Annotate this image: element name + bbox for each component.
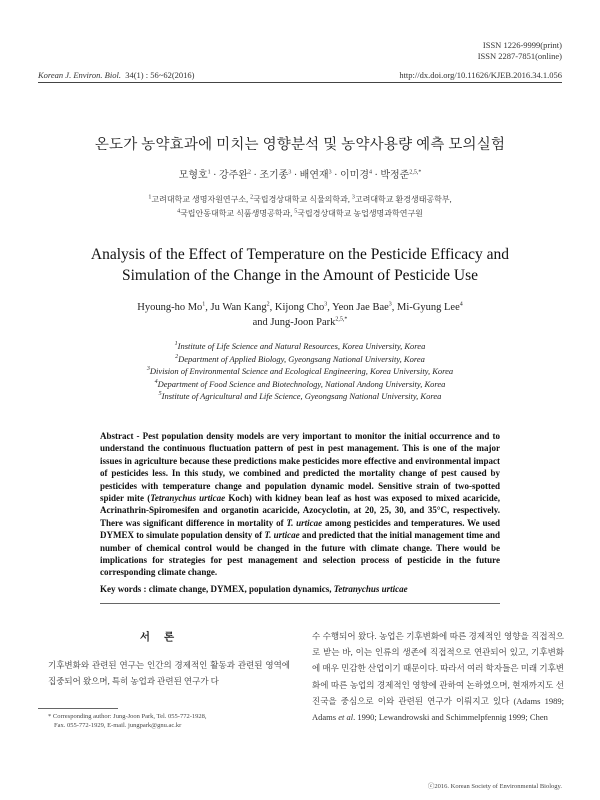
author-name: 강주완 xyxy=(219,170,248,181)
keywords-species: Tetranychus urticae xyxy=(333,584,408,594)
author-name: Yeon Jae Bae xyxy=(332,302,389,313)
authors-english xyxy=(0,300,600,330)
author-affiliation-mark: 3 xyxy=(388,301,392,308)
copyright-notice: ⓒ2016. Korean Society of Environmental Biology. xyxy=(427,783,562,790)
title-english-line2: Simulation of the Change in the Amount of Pesticide Use xyxy=(121,267,479,284)
authors-english-line1: Hyoung-ho Mo$^1$, Ju Wan Kang$^2$, Kijong Cho$^3$, Yeon Jae Bae$^3$, Mi-Gyung Lee$^4$ xyxy=(137,301,463,313)
footnote-line2: Fax. 055-772-1929, E-mail. jungpark@gnu.ac.kr xyxy=(54,722,182,729)
abstract-text-3: among pesticides and temperatures. We used DYMEX to simulate population density of xyxy=(100,517,501,541)
affiliation-text: Institute of Agricultural and Life Science, Gyeongsang National University, Korea xyxy=(161,391,442,401)
doi-link[interactable]: http://dx.doi.org/10.11626/KJEB.2016.34.1.056 xyxy=(399,70,562,80)
affiliation-mark: 5 xyxy=(294,208,298,215)
author-affiliation-mark: 3 xyxy=(328,169,332,176)
affiliation-mark: 5 xyxy=(158,391,162,398)
affiliation-line xyxy=(0,365,600,378)
abstract xyxy=(100,430,500,579)
issn-block xyxy=(478,40,562,62)
corresponding-author-footnote xyxy=(48,712,290,730)
species-name: T. urticae xyxy=(286,517,323,528)
author-name: Mi-Gyung Lee xyxy=(397,302,460,313)
affiliation-text: 고려대학교 생명자원연구소, xyxy=(151,195,251,204)
authors-korean: 모형호$^1$ · 강주완$^2$ · 조기종$^3$ · 배연재$^3$ · 이미경$^4$ · 박정준$^{2,5,*}$ xyxy=(178,169,422,181)
author-affiliation-mark: 4 xyxy=(368,169,372,176)
right-col-text-2: . 1990; Lewandrowski and Schimmelpfennig 1999; Chen xyxy=(353,712,548,723)
species-name: Tetranychus urticae xyxy=(150,493,226,504)
running-header xyxy=(38,70,562,80)
affiliation-mark: 3 xyxy=(351,194,355,201)
author-name: 이미경 xyxy=(340,170,369,181)
affiliation-mark: 3 xyxy=(146,366,150,373)
affiliations-english xyxy=(0,340,600,403)
affiliation-text: 국립경상대학교 농업생명과학연구원 xyxy=(297,209,423,218)
footnote-line1: * Corresponding author: Jung-Joon Park, Tel. 055-772-1928, xyxy=(48,713,207,720)
author-affiliation-mark: 4 xyxy=(459,301,463,308)
affiliation-text: Department of Food Science and Biotechnology, National Andong University, Korea xyxy=(157,378,446,389)
author-affiliation-mark: 3 xyxy=(324,301,328,308)
journal-name: Korean J. Environ. Biol. xyxy=(38,70,121,80)
title-korean: 온도가 농약효과에 미치는 영향분석 및 농약사용량 예측 모의실험 xyxy=(94,137,506,153)
title-english xyxy=(0,244,600,286)
author-name: 모형호 xyxy=(178,170,208,181)
affiliation-line xyxy=(0,378,600,391)
affiliation-mark: 4 xyxy=(177,208,181,215)
affiliation-line xyxy=(0,390,600,403)
et-al: et al xyxy=(338,712,354,723)
affiliation-mark: 4 xyxy=(154,378,158,385)
affiliation-text: Department of Applied Biology, Gyeongsang National University, Korea xyxy=(178,353,425,364)
species-name: T. urticae xyxy=(264,530,300,541)
affiliation-text: Division of Environmental Science and Ecological Engineering, Korea University, Korea xyxy=(149,366,454,376)
footnote-rule xyxy=(38,708,118,709)
affiliations-korean xyxy=(0,193,600,221)
author-conjunction: and xyxy=(252,317,271,328)
keywords xyxy=(100,584,500,594)
author-name: Kijong Cho xyxy=(274,302,325,313)
author-affiliation-mark: 2 xyxy=(266,301,270,308)
author-name: 박정준 xyxy=(380,170,410,181)
author-affiliation-mark: 2,5,* xyxy=(409,169,422,176)
intro-left-column: 기후변화와 관련된 연구는 인간의 경제적인 활동과 관련된 영역에 집중되어 왔으며, 특히 농업과 관련된 연구가 다 xyxy=(48,660,290,686)
affiliation-mark: 2 xyxy=(175,353,179,360)
author-affiliation-mark: 1 xyxy=(202,301,206,308)
abstract-text-2: Koch) with kidney bean leaf as host was exposed to mixed acaricide, Acrinathrin-Spiromesifen and organotin acaricide, Azocyclotin, at 20, 25, 30, and 35°C, respectively. There was significant difference in mortality of xyxy=(100,493,500,528)
author-name: Jung-Joon Park xyxy=(270,317,336,328)
affiliations-korean-line2 xyxy=(0,207,600,221)
keywords-label: Key words : climate change, DYMEX, population dynamics, xyxy=(100,584,334,594)
authors-english-line2 xyxy=(0,315,600,330)
volume-pages: 34(1) : 56~62(2016) xyxy=(125,70,195,80)
affiliation-mark: 2 xyxy=(250,194,254,201)
author-name: 배연재 xyxy=(299,170,329,181)
affiliations-korean-line1 xyxy=(0,193,600,207)
affiliation-mark: 1 xyxy=(174,341,178,348)
affiliation-text: Institute of Life Science and Natural Resources, Korea University, Korea xyxy=(177,341,426,351)
title-english-line1: Analysis of the Effect of Temperature on the Pesticide Efficacy and xyxy=(90,246,510,263)
issn-print: ISSN 1226-9999(print) xyxy=(482,40,562,50)
keywords-rule xyxy=(100,603,500,604)
affiliation-text: 국립안동대학교 식품생명공학과, xyxy=(180,209,295,218)
author-name: Ju Wan Kang xyxy=(210,302,267,313)
affiliation-text: 국립경상대학교 식물의학과, xyxy=(253,195,352,204)
affiliation-line xyxy=(0,353,600,366)
affiliation-text: 고려대학교 환경생태공학부, xyxy=(354,195,452,204)
affiliation-mark: 1 xyxy=(148,194,152,201)
header-rule xyxy=(38,82,562,83)
author-name: Hyoung-ho Mo xyxy=(137,302,203,313)
right-col-text-1: 수 수행되어 왔다. 농업은 기후변화에 따른 경제적인 영향을 직접적으로 받는 바, 이는 인류의 생존에 직접적으로 연관되어 있고, 기후변화에 매우 민감한 산업이기 때문이다. 따라서 여러 학자들은 미래 기후변화에 따른 농업의 경제적인 영향에 관하여 논하였으며, 현재까지도 선진국을 중심으로 이와 관련된 연구가 이뤄지고 있다 (Adams 1989; Adams xyxy=(312,631,564,723)
author-affiliation-mark: 3 xyxy=(288,169,292,176)
author-affiliation-mark: 1 xyxy=(207,169,211,176)
affiliation-line xyxy=(0,340,600,353)
issn-online: ISSN 2287-7851(online) xyxy=(477,51,562,61)
author-affiliation-mark: 2,5,* xyxy=(335,316,348,323)
author-name: 조기종 xyxy=(259,170,289,181)
section-heading-introduction: 서론 xyxy=(139,632,189,643)
abstract-text-4: and predicted that the initial management time and number of chemical control would be changed in the future with climate change. There would be implications for strategies for pest management and selection process of pesticide in the future corresponding climate change. xyxy=(100,530,500,578)
author-affiliation-mark: 2 xyxy=(248,169,251,176)
intro-right-column xyxy=(312,628,564,725)
abstract-text-1: Abstract - Pest population density models are very important to monitor the initial occurrence and to understand the continuous fluctuation pattern of pest in pest management. This is one of the major issues in agriculture because these predictions make pesticides more effective and environmental impact of pesticides less. In this study, we combined and predicted the mortality change of pest caused by pesticides with temperature change and population dynamic model. Sensitive strain of two-spotted spider mite ( xyxy=(100,431,500,504)
